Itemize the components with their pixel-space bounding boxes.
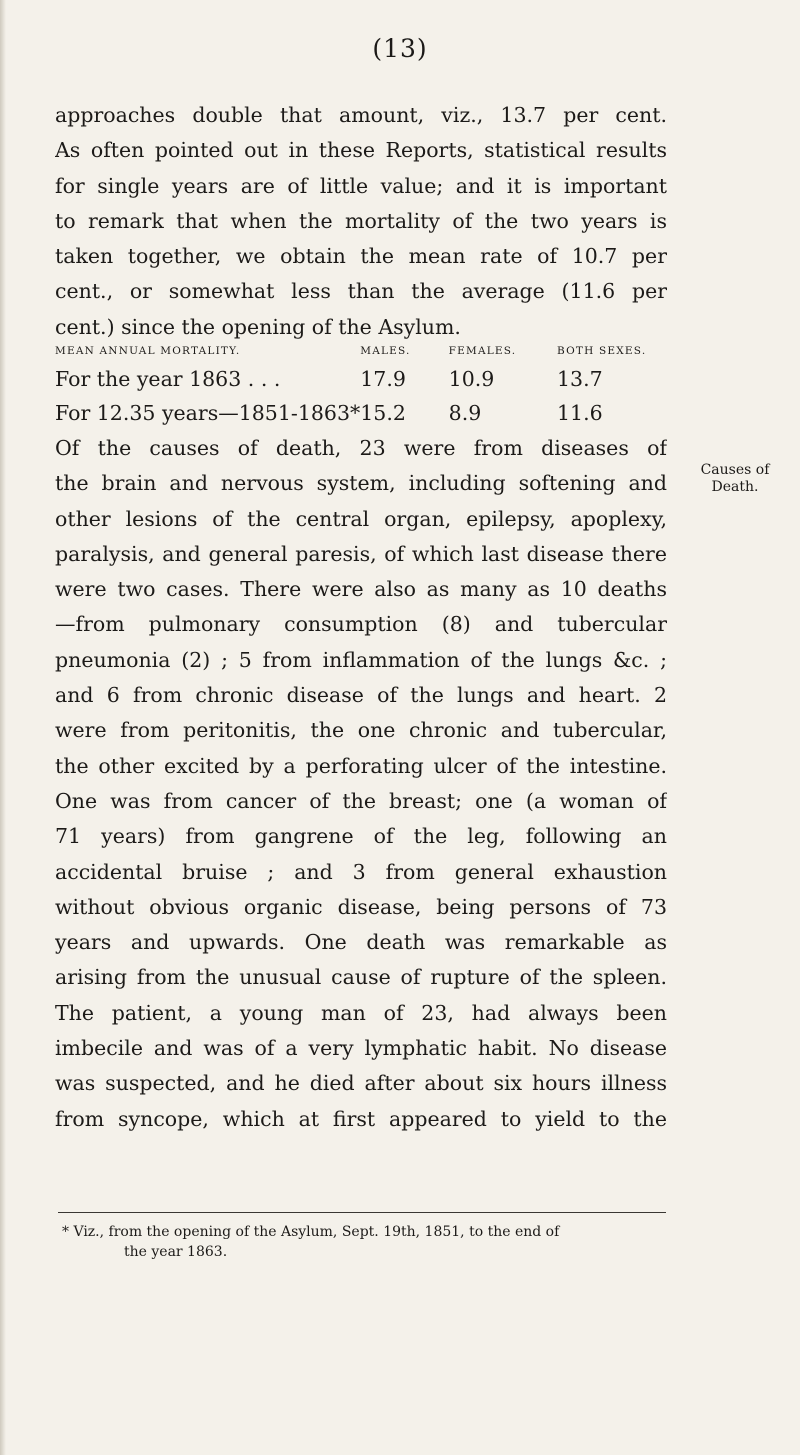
row-label: For the year 1863 . . . xyxy=(55,367,281,391)
text-line: 71 years) from gangrene of the leg, following an xyxy=(55,824,667,849)
text-line: One was from cancer of the breast; one (a woman of xyxy=(55,788,667,813)
cell-males: 15.2 xyxy=(360,401,406,425)
paragraph-mortality-intro xyxy=(55,98,667,345)
mortality-table xyxy=(55,340,695,430)
page-edge-shadow xyxy=(0,0,6,1455)
text-line: for single years are of little value; and it is important xyxy=(55,173,667,198)
header-mean-annual-mortality: MEAN ANNUAL MORTALITY. xyxy=(55,345,241,357)
cell-females: 10.9 xyxy=(448,367,495,391)
text-line: from syncope, which at first appeared to yield to the xyxy=(55,1106,667,1131)
margin-note-causes-of-death: Causes of Death. xyxy=(700,462,770,495)
footnote-line: * Viz., from the opening of the Asylum, Sept. 19th, 1851, to the end of xyxy=(62,1224,560,1240)
text-line: was suspected, and he died after about six hours illness xyxy=(55,1071,667,1096)
text-line: accidental bruise ; and 3 from general exhaustion xyxy=(55,859,667,884)
footnote-divider xyxy=(58,1212,666,1213)
paragraph-causes-of-death xyxy=(55,431,667,1137)
text-line: approaches double that amount, viz., 13.7 per cent. xyxy=(55,103,667,127)
text-line: to remark that when the mortality of the two years is xyxy=(55,208,667,233)
cell-both-sexes: 13.7 xyxy=(556,367,603,391)
footnote-line: the year 1863. xyxy=(124,1244,228,1260)
cell-males: 17.9 xyxy=(360,367,406,391)
text-line: without obvious organic disease, being persons of 73 xyxy=(55,894,667,919)
text-line: cent., or somewhat less than the average (11.6 per xyxy=(55,279,667,304)
text-line: —from pulmonary consumption (8) and tubercular xyxy=(55,612,667,637)
header-both-sexes: BOTH SEXES. xyxy=(556,345,647,357)
text-line: paralysis, and general paresis, of which last disease there xyxy=(55,541,667,566)
text-line: pneumonia (2) ; 5 from inflammation of the lungs &c. ; xyxy=(55,647,667,672)
text-line: taken together, we obtain the mean rate of 10.7 per xyxy=(55,244,667,269)
cell-females: 8.9 xyxy=(448,401,482,425)
text-line: As often pointed out in these Reports, statistical results xyxy=(55,138,667,163)
text-line: the brain and nervous system, including softening and xyxy=(55,471,667,496)
text-line: Of the causes of death, 23 were from diseases of xyxy=(55,436,667,460)
text-line: the other excited by a perforating ulcer of the intestine. xyxy=(55,753,667,778)
text-line: The patient, a young man of 23, had always been xyxy=(55,1000,667,1025)
text-line: years and upwards. One death was remarkable as xyxy=(55,930,667,955)
table-row xyxy=(55,362,695,396)
text-line: arising from the unusual cause of rupture of the spleen. xyxy=(55,965,667,990)
page-number: (13) xyxy=(372,34,428,63)
table-header-row xyxy=(55,340,695,362)
cell-both-sexes: 11.6 xyxy=(556,401,603,425)
text-line: other lesions of the central organ, epilepsy, apoplexy, xyxy=(55,506,667,531)
header-males: MALES. xyxy=(360,345,411,357)
text-line: and 6 from chronic disease of the lungs and heart. 2 xyxy=(55,683,667,708)
text-line: were two cases. There were also as many as 10 deaths xyxy=(55,577,667,602)
footnote xyxy=(62,1222,672,1262)
text-line: cent.) since the opening of the Asylum. xyxy=(55,314,461,339)
header-females: FEMALES. xyxy=(448,345,517,357)
text-line: were from peritonitis, the one chronic and tubercular, xyxy=(55,718,667,743)
table-row xyxy=(55,396,695,430)
row-label: For 12.35 years—1851-1863* xyxy=(55,401,361,425)
text-line: imbecile and was of a very lymphatic habit. No disease xyxy=(55,1036,667,1061)
